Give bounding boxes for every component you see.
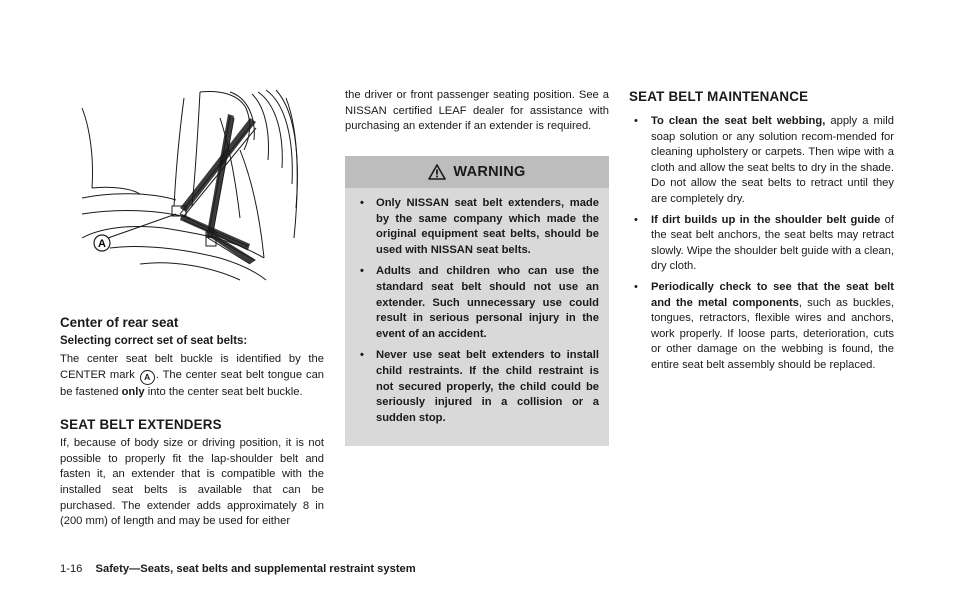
warning-box	[345, 156, 609, 446]
warning-title: WARNING	[453, 164, 526, 180]
maintenance-item-bold: To clean the seat belt webbing,	[651, 115, 826, 127]
warning-item	[355, 196, 599, 258]
rear-seat-text-after: into the center seat belt buckle.	[147, 385, 303, 398]
warning-triangle-icon	[428, 164, 446, 180]
rear-seat-subheading: Selecting correct set of seat belts:	[60, 335, 248, 347]
maintenance-list	[629, 114, 894, 374]
maintenance-heading: SEAT BELT MAINTENANCE	[629, 89, 809, 104]
center-mark-a-icon: A	[140, 370, 155, 385]
column-right	[629, 88, 894, 379]
maintenance-item-text: apply a mild soap solution or any solution recom-mended for cleaning upholstery or carpets. Then wipe with a cloth and allow the seat belts to dry in the shade. Do not allow the seat belts to retract until they are completely dry.	[651, 115, 894, 205]
rear-seat-bold-word: only	[121, 385, 145, 398]
warning-item	[355, 264, 599, 342]
page-footer	[60, 563, 416, 575]
bullet-icon: •	[634, 213, 638, 226]
rear-seat-heading: Center of rear seat	[60, 315, 179, 330]
bullet-icon: •	[634, 115, 638, 127]
rear-seat-text-before: The center seat belt buckle is identified by the CENTER mark	[60, 353, 324, 381]
warning-item-text: Adults and children who can use the standard seat belt should not use an extender. Such unnecessary use could result in serious personal injury in the event of an accident.	[376, 265, 599, 340]
page-number: 1-16	[60, 563, 83, 575]
maintenance-item	[629, 280, 894, 374]
warning-header	[345, 156, 609, 188]
extenders-heading: SEAT BELT EXTENDERS	[60, 417, 222, 433]
bullet-icon: •	[360, 265, 364, 278]
section-title: Safety—Seats, seat belts and supplemental restraint system	[95, 563, 416, 575]
maintenance-item-bold: If dirt builds up in the shoulder belt guide	[651, 213, 881, 226]
maintenance-item	[629, 213, 894, 275]
extenders-paragraph-part1: If, because of body size or driving position, it is not possible to properly fit the lap-shoulder belt and fasten it, an extender that is compatible with the installed seat belts is available that can be purchased. The extender adds approximately 8 in (200 mm) of length and may be used for either	[60, 437, 324, 528]
marker-a-label: A	[98, 238, 106, 250]
bullet-icon: •	[360, 197, 364, 209]
bullet-icon: •	[360, 349, 364, 362]
warning-list	[345, 188, 609, 426]
maintenance-item-text: , such as buckles, tongues, retractors, flexible wires and anchors, work properly. If loose parts, deterioration, cuts or other damage on the webbing is found, the entire seat belt assembly should be replaced.	[651, 296, 894, 371]
column-left	[60, 88, 324, 530]
warning-item-text: Never use seat belt extenders to install child restraints. If the child restraint is not secured properly, the child could be seriously injured in a collision or a sudden stop.	[376, 349, 599, 424]
maintenance-item	[629, 114, 894, 208]
maintenance-item-bold: Periodically check to see that the seat belt and the metal components	[651, 280, 894, 309]
warning-item-text: Only NISSAN seat belt extenders, made by the same company which made the original equipment seat belts, should be used with NISSAN seat belts.	[376, 197, 599, 256]
maintenance-item-text: of the seat belt anchors, the seat belts may retract slowly. Wipe the shoulder belt guide with a clean, dry cloth.	[651, 213, 894, 273]
warning-item	[355, 348, 599, 426]
rear-seat-paragraph	[60, 352, 324, 400]
extenders-paragraph-part2: the driver or front passenger seating position. See a NISSAN certified LEAF dealer for assistance with purchasing an extender if an extender is required.	[345, 89, 609, 133]
column-middle	[345, 88, 609, 135]
rear-seat-text-middle: . The center seat belt tongue can be fastened	[60, 368, 325, 398]
bullet-icon: •	[634, 280, 638, 293]
